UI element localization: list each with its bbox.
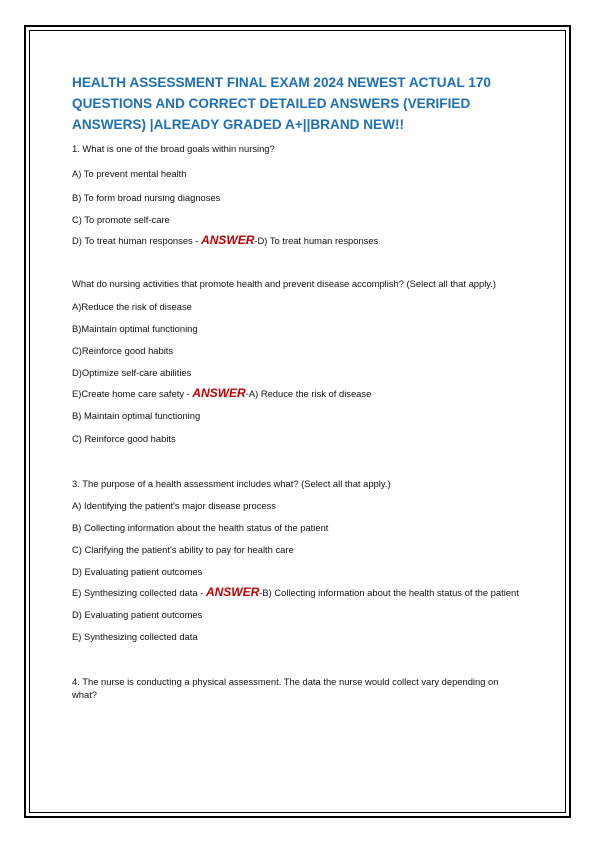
answer-text: -A) Reduce the risk of disease <box>245 388 372 399</box>
option: A)Reduce the risk of disease <box>72 301 192 312</box>
question-4 <box>72 675 522 701</box>
option: A) Identifying the patient's major disease process <box>72 500 276 511</box>
option-text: E)Create home care safety - <box>72 388 193 399</box>
option: B) To form broad nursing diagnoses <box>72 192 221 203</box>
answer-text: -D) To treat human responses <box>254 235 379 246</box>
option: A) To prevent mental health <box>72 168 187 179</box>
option-with-answer <box>72 234 522 247</box>
option: B)Maintain optimal functioning <box>72 323 198 334</box>
answer-label: ANSWER <box>201 233 255 247</box>
answer-continued: B) Maintain optimal functioning <box>72 410 201 421</box>
question-3 <box>72 477 522 643</box>
answer-continued: C) Reinforce good habits <box>72 433 176 444</box>
answer-label: ANSWER <box>192 386 246 400</box>
option-text: D) To treat human responses - <box>72 235 202 246</box>
option-with-answer <box>72 387 522 400</box>
question-1 <box>72 142 522 247</box>
answer-label: ANSWER <box>205 585 260 599</box>
option: C) To promote self-care <box>72 214 170 225</box>
question-2 <box>72 277 522 445</box>
question-text: 4. The nurse is conducting a physical assessment. The data the nurse would collect vary depending on what? <box>72 676 499 700</box>
option: D) Evaluating patient outcomes <box>72 566 203 577</box>
answer-continued: E) Synthesizing collected data <box>72 631 198 642</box>
answer-continued: D) Evaluating patient outcomes <box>72 609 203 620</box>
answer-text: -B) Collecting information about the health status of the patient <box>259 587 519 598</box>
option: B) Collecting information about the health status of the patient <box>72 522 329 533</box>
question-text: 3. The purpose of a health assessment includes what? (Select all that apply.) <box>72 478 391 489</box>
option: C) Clarifying the patient's ability to pay for health care <box>72 544 294 555</box>
question-text: What do nursing activities that promote health and prevent disease accomplish? (Select all that apply.) <box>72 278 497 289</box>
document-title: HEALTH ASSESSMENT FINAL EXAM 2024 NEWEST ACTUAL 170 QUESTIONS AND CORRECT DETAILED ANSWERS (VERIFIED ANSWERS) |ALREADY GRADED A+||BRAND NEW!! <box>72 75 491 132</box>
document-body <box>72 72 522 701</box>
option: C)Reinforce good habits <box>72 345 174 356</box>
option-with-answer <box>72 586 522 599</box>
option-text: E) Synthesizing collected data - <box>72 587 206 598</box>
option: D)Optimize self-care abilities <box>72 367 192 378</box>
question-text: 1. What is one of the broad goals within nursing? <box>72 143 275 154</box>
